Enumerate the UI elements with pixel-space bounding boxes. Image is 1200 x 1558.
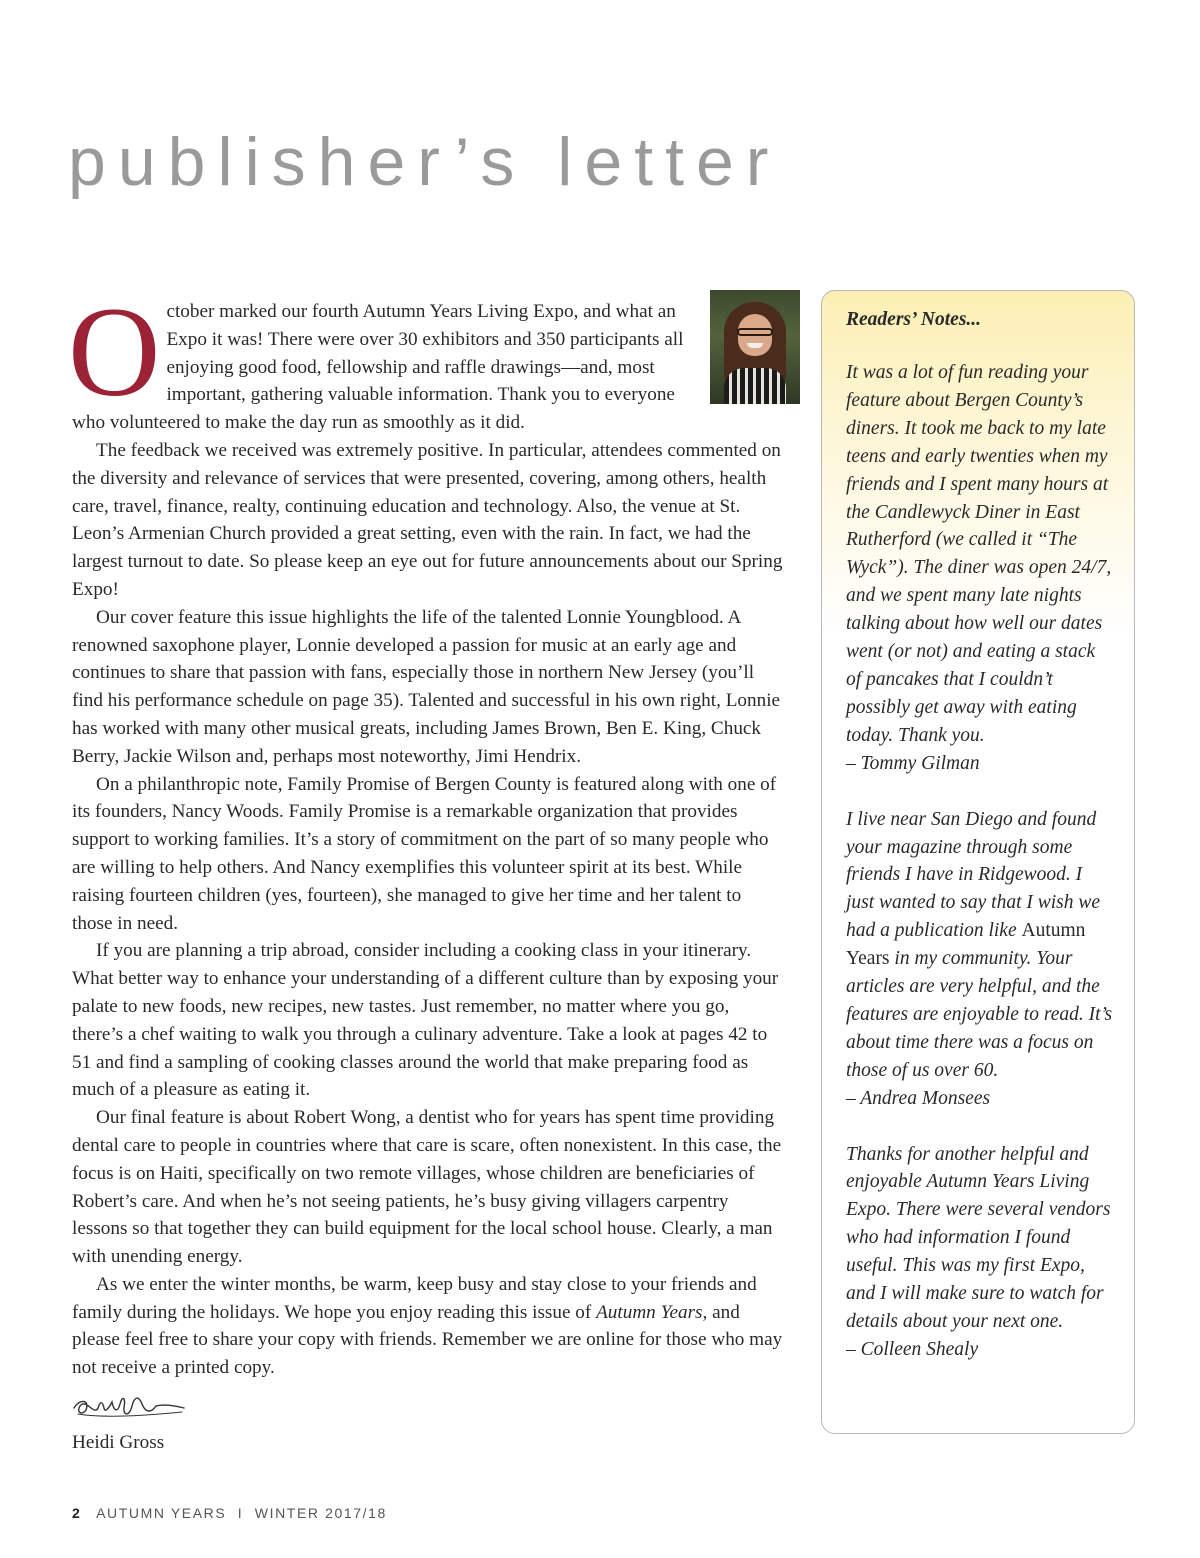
- letter-paragraph-1-text: ctober marked our fourth Autumn Years Living Expo, and what an Expo it was! There were over 30 exhibitors and 350 participants all enjoying good food, fellowship and raffle drawings—and, most important, gathering valuable information. Thank you to everyone who volunteered to make the day run as smoothly as it did.: [72, 301, 684, 434]
- note-2-author: – Andrea Monsees: [846, 1087, 991, 1109]
- note-2-text: I live near San Diego and found your magazine through some friends I have in Ridgewood. I just wanted to say that I wish we had a publication like Autumn Years in my community. Your articles are very helpful, and the features are enjoyable to read. It’s about time there was a focus on those of us over 60.: [846, 808, 1113, 1081]
- note-3-text: Thanks for another helpful and enjoyable Autumn Years Living Expo. There were several vendors who had information I found useful. This was my first Expo, and I will make sure to watch for details about your next one.: [846, 1143, 1111, 1332]
- drop-cap: O: [68, 281, 161, 423]
- footer-magazine: AUTUMN YEARS: [96, 1505, 227, 1521]
- section-title: publisher’s letter: [68, 124, 781, 200]
- author-name: Heidi Gross: [72, 1432, 165, 1453]
- note-1-text: It was a lot of fun reading your feature about Bergen County’s diners. It took me back to my late teens and early twenties when my friends and I spent many hours at the Candlewyck Diner in East Rutherford (we called it “The Wyck”). The diner was open 24/7, and we spent many late nights talking about how well our dates went (or not) and eating a stack of pancakes that I couldn’t possibly get away with eating today. Thank you.: [846, 362, 1112, 746]
- footer-issue: WINTER 2017/18: [254, 1505, 387, 1521]
- note-3-author: – Colleen Shealy: [846, 1338, 979, 1360]
- note-1-author: – Tommy Gilman: [846, 752, 980, 774]
- letter-paragraph-3: Our cover feature this issue highlights the life of the talented Lonnie Youngblood. A renowned saxophone player, Lonnie developed a passion for music at an early age and continues to share that passion with fans, especially those in northern New Jersey (you’ll find his performance schedule on page 35). Talented and successful in his own right, Lonnie has worked with many other musical greats, including James Brown, Ben E. King, Chuck Berry, Jackie Wilson and, perhaps most noteworthy, Jimi Hendrix.: [72, 606, 781, 767]
- letter-paragraph-6: Our final feature is about Robert Wong, a dentist who for years has spent time providing dental care to people in countries where that care is scare, often nonexistent. In this case, the focus is on Haiti, specifically on two remote villages, whose children are beneficiaries of Robert’s care. And when he’s not seeing patients, he’s busy giving villagers carpentry lessons so that together they can build equipment for the local school house. Clearly, a man with unending energy.: [72, 1107, 782, 1268]
- magazine-title: Autumn Years: [846, 920, 1086, 970]
- letter-paragraph-7: As we enter the winter months, be warm, keep busy and stay close to your friends and family during the holidays. We hope you enjoy reading this issue of Autumn Years, and please feel free to share your copy with friends. Remember we are online for those who may not receive a printed copy.: [72, 1273, 783, 1379]
- sidebar-title: Readers’ Notes...: [846, 309, 982, 330]
- publisher-letter: [68, 281, 784, 1382]
- letter-paragraph-4: On a philanthropic note, Family Promise of Bergen County is featured along with one of its founders, Nancy Woods. Family Promise is a remarkable organization that provides support to working families. It’s a story of commitment on the part of so many people who are willing to help others. And Nancy exemplifies this volunteer spirit at its best. While raising fourteen children (yes, fourteen), she managed to give her time and her talent to those in need.: [72, 773, 777, 934]
- letter-paragraph-1: [68, 281, 784, 437]
- page-footer: [72, 1505, 387, 1521]
- author-photo: [710, 290, 800, 404]
- footer-separator: I: [237, 1505, 244, 1521]
- letter-paragraph-2: The feedback we received was extremely positive. In particular, attendees commented on the diversity and relevance of services that were presented, covering, among others, health care, travel, finance, realty, continuing education and technology. Also, the venue at St. Leon’s Armenian Church provided a great setting, even with the rain. In fact, we had the largest turnout to date. So please keep an eye out for future announcements about our Spring Expo!: [72, 439, 783, 600]
- magazine-title: Autumn Years: [596, 1301, 703, 1323]
- signature: [72, 1386, 192, 1426]
- letter-paragraph-5: If you are planning a trip abroad, consider including a cooking class in your itinerary. What better way to enhance your understanding of a different culture than by exposing your palate to new foods, new recipes, new tastes. Just remember, no matter where you go, there’s a chef waiting to walk you through a culinary adventure. Take a look at pages 42 to 51 and find a sampling of cooking classes around the world that make preparing food as much of a pleasure as eating it.: [72, 940, 779, 1101]
- reader-note-1: [846, 359, 1114, 778]
- page-number: 2: [72, 1505, 82, 1521]
- readers-notes-sidebar: [821, 290, 1135, 1434]
- reader-note-2: [846, 806, 1114, 1113]
- reader-note-3: [846, 1141, 1114, 1364]
